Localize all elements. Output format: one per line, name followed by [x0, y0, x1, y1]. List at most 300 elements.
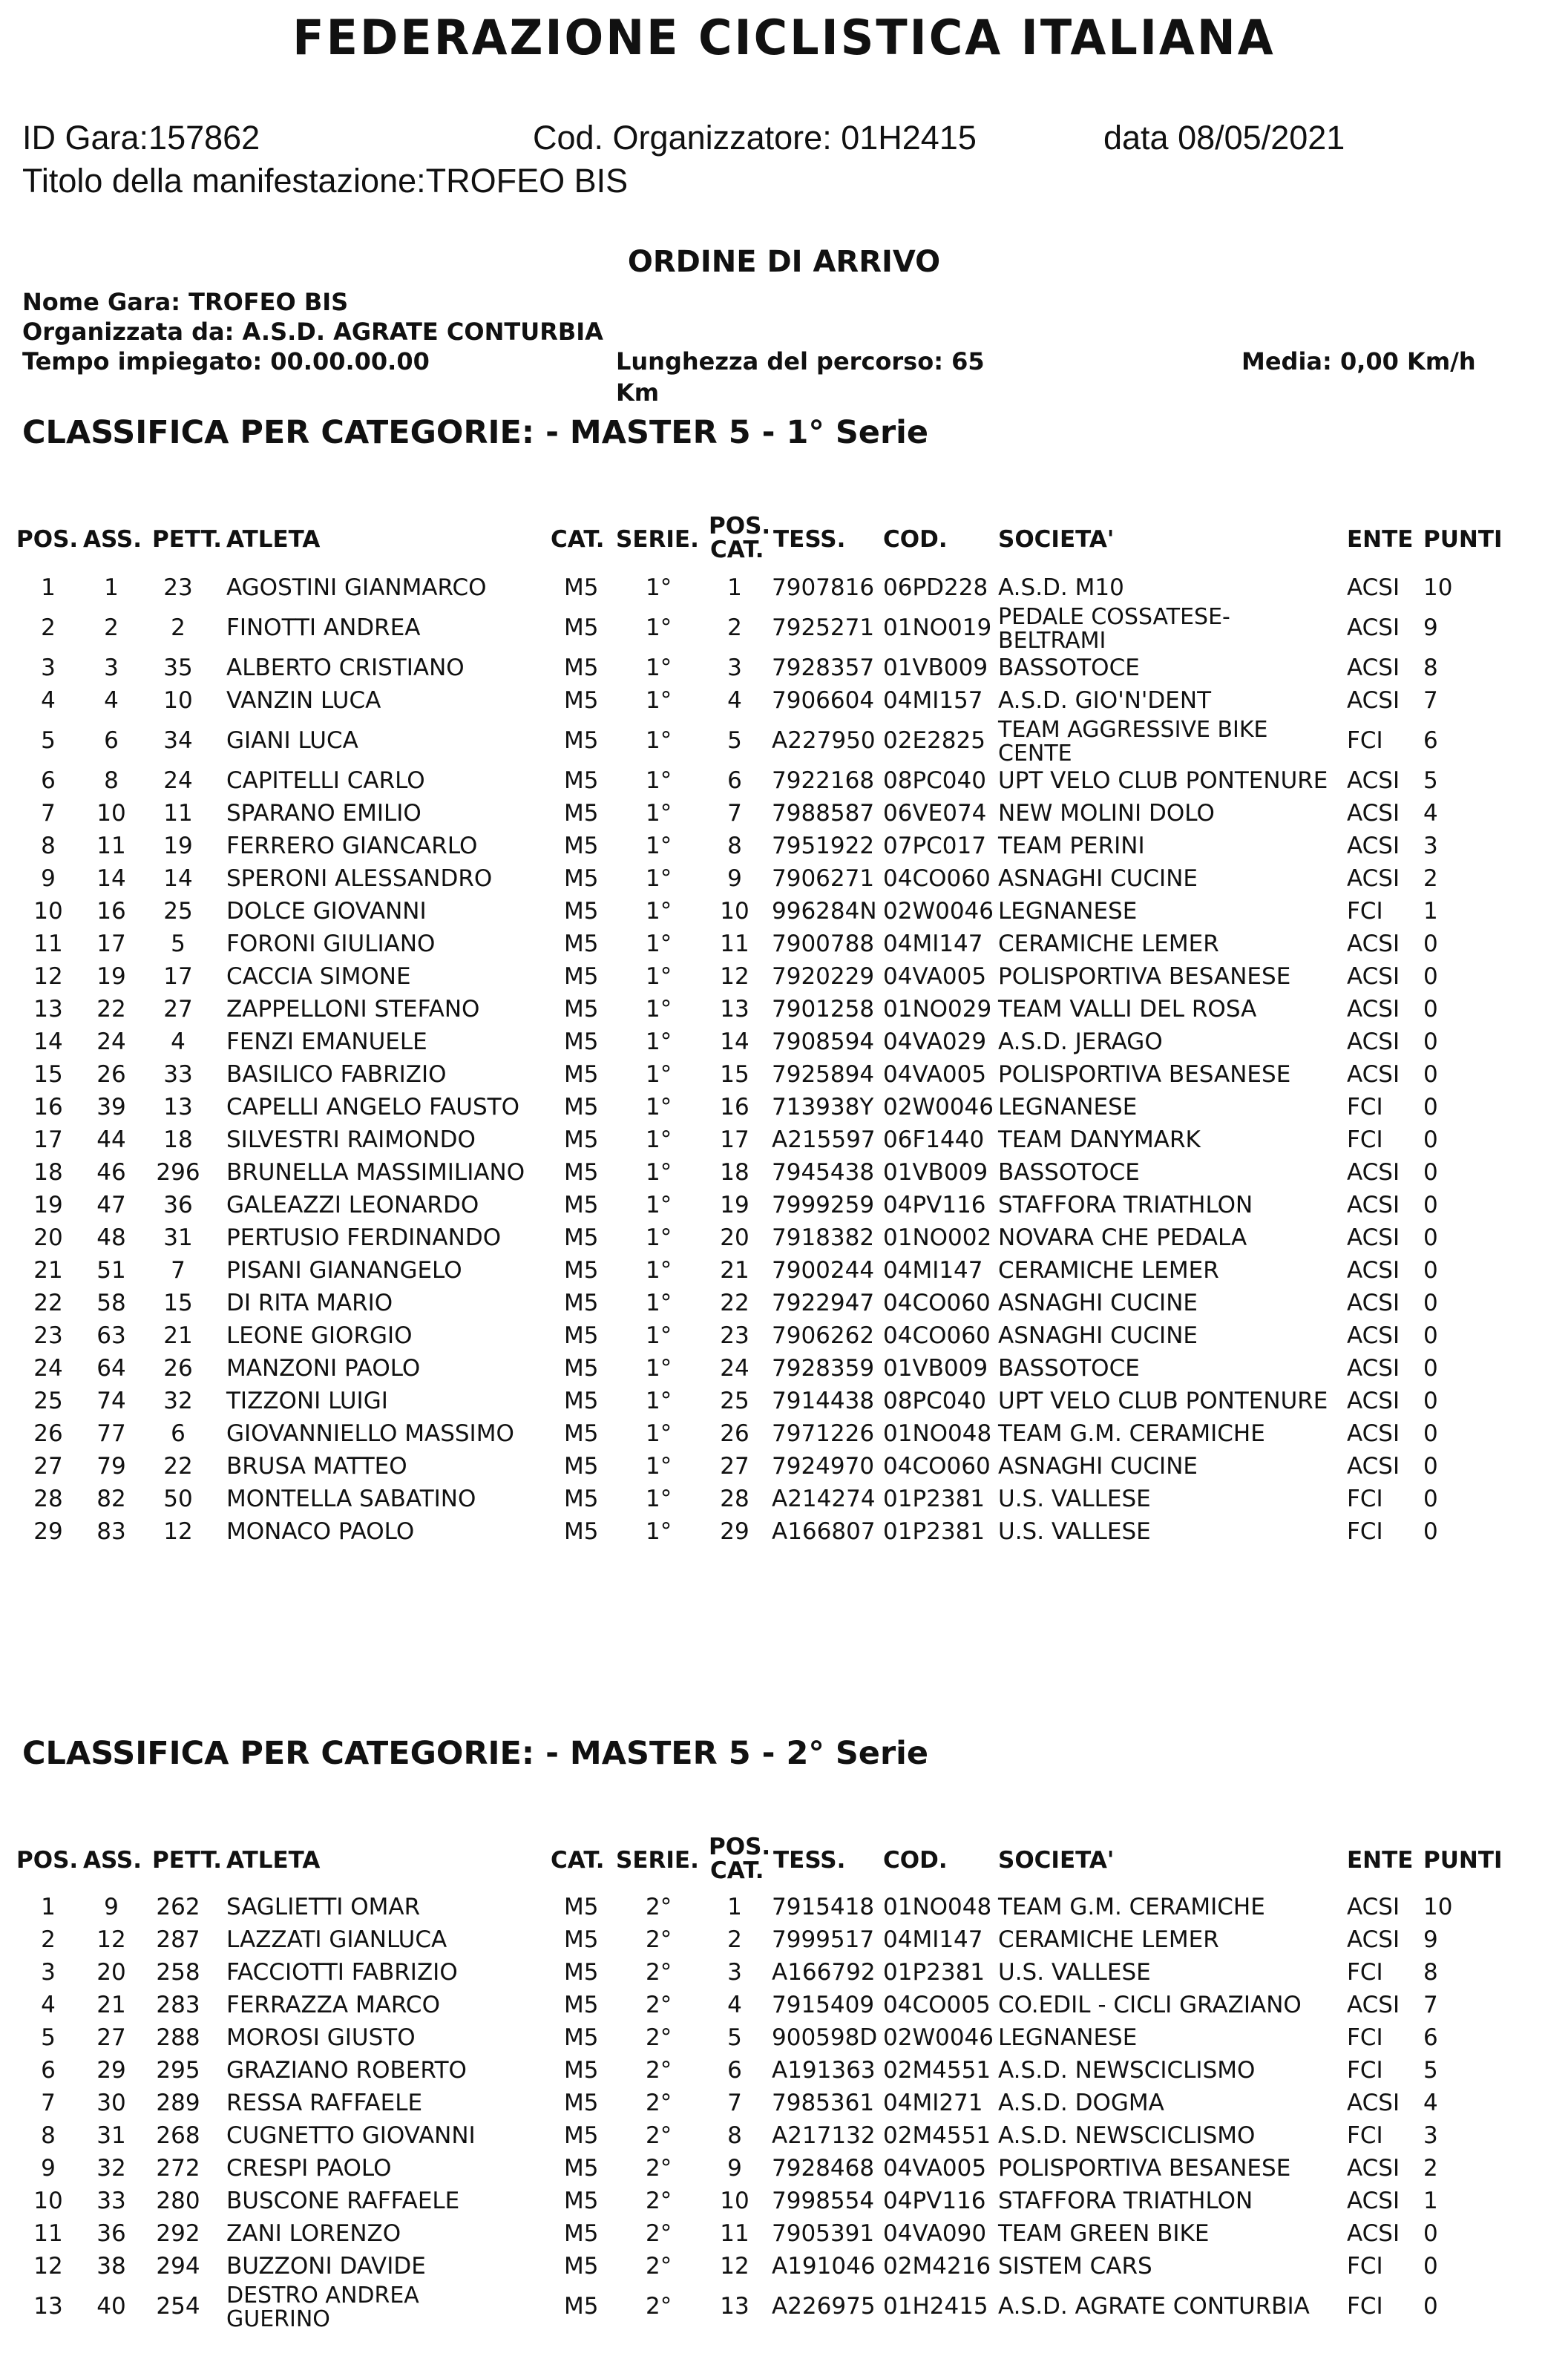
- cell-atleta: FORONI GIULIANO: [226, 931, 436, 957]
- cell-ente: FCI: [1347, 2057, 1383, 2084]
- cell-tess: 7920229: [772, 963, 875, 990]
- cell-ass: 9: [104, 1894, 119, 1920]
- cell-cat: M5: [564, 800, 599, 827]
- cell-cod: 01NO048: [883, 1420, 992, 1447]
- cell-cat: M5: [564, 1322, 599, 1349]
- cell-cat: M5: [564, 1486, 599, 1512]
- cell-ente: ACSI: [1347, 1061, 1400, 1088]
- cell-ente: ACSI: [1347, 865, 1400, 892]
- cell-pos-cat: 21: [720, 1257, 749, 1284]
- header-tess: TESS.: [773, 1847, 846, 1874]
- cell-cat: M5: [564, 2188, 599, 2214]
- cell-serie: 1°: [646, 931, 672, 957]
- cell-serie: 2°: [646, 1959, 672, 1986]
- table-row: [0, 928, 1568, 960]
- cell-cat: M5: [564, 1926, 599, 1953]
- header-societa: SOCIETA': [998, 526, 1115, 553]
- header-pos: POS.: [16, 526, 79, 553]
- cell-pos-cat: 11: [720, 931, 749, 957]
- table-row: [0, 2152, 1568, 2185]
- cell-tess: 7906262: [772, 1322, 875, 1349]
- cell-societa: NOVARA CHE PEDALA: [998, 1224, 1247, 1251]
- cell-ente: ACSI: [1347, 767, 1400, 794]
- cell-societa: A.S.D. M10: [998, 574, 1124, 601]
- cell-ente: FCI: [1347, 1094, 1383, 1120]
- cell-cat: M5: [564, 1894, 599, 1920]
- cell-pos: 3: [41, 654, 56, 681]
- cell-punti: 0: [1423, 1453, 1438, 1480]
- cell-pos: 19: [33, 1192, 63, 1218]
- cell-societa: TEAM VALLI DEL ROSA: [998, 996, 1257, 1023]
- cell-atleta: AGOSTINI GIANMARCO: [226, 574, 487, 601]
- cell-societa: A.S.D. DOGMA: [998, 2090, 1164, 2116]
- cell-societa: POLISPORTIVA BESANESE: [998, 963, 1291, 990]
- cell-atleta: FERRERO GIANCARLO: [226, 833, 478, 859]
- cell-pos-cat: 6: [727, 767, 742, 794]
- header-pos-cat-2: CAT.: [710, 537, 764, 563]
- cell-pos: 18: [33, 1159, 63, 1186]
- cell-cat: M5: [564, 1992, 599, 2018]
- cell-pett: 24: [163, 767, 193, 794]
- cell-pett: 12: [163, 1518, 193, 1545]
- cell-ente: FCI: [1347, 2024, 1383, 2051]
- table-row: [0, 1450, 1568, 1483]
- cell-societa: BASSOTOCE: [998, 654, 1140, 681]
- cell-pos: 11: [33, 2220, 63, 2247]
- cell-cat: M5: [564, 2024, 599, 2051]
- cell-punti: 0: [1423, 1355, 1438, 1382]
- cell-tess: 7924970: [772, 1453, 875, 1480]
- route-length: Lunghezza del percorso: 65: [616, 347, 985, 375]
- cell-pos-cat: 19: [720, 1192, 749, 1218]
- cell-cat: M5: [564, 2090, 599, 2116]
- cell-atleta: CUGNETTO GIOVANNI: [226, 2122, 476, 2149]
- cell-atleta: BRUNELLA MASSIMILIANO: [226, 1159, 525, 1186]
- cell-atleta: MONACO PAOLO: [226, 1518, 415, 1545]
- cell-atleta: GIANI LUCA: [226, 727, 358, 754]
- cell-atleta: DESTRO ANDREA: [226, 2283, 419, 2309]
- cell-cat: M5: [564, 574, 599, 601]
- header-societa: SOCIETA': [998, 1847, 1115, 1874]
- cell-tess: 7901258: [772, 996, 875, 1023]
- race-id: ID Gara:157862: [22, 119, 260, 157]
- route-length-unit: Km: [616, 378, 660, 407]
- cell-punti: 0: [1423, 1257, 1438, 1284]
- cell-cat: M5: [564, 1126, 599, 1153]
- cell-pos: 7: [41, 2090, 56, 2116]
- cell-atleta: FENZI EMANUELE: [226, 1028, 427, 1055]
- cell-tess: A227950: [772, 727, 876, 754]
- cell-ass: 39: [96, 1094, 126, 1120]
- cell-tess: 7918382: [772, 1224, 875, 1251]
- cell-pos-cat: 13: [720, 2293, 749, 2320]
- cell-cat: M5: [564, 931, 599, 957]
- cell-tess: 7925271: [772, 614, 875, 641]
- organizer-code: Cod. Organizzatore: 01H2415: [533, 119, 977, 157]
- cell-pos-cat: 7: [727, 2090, 742, 2116]
- cell-societa: U.S. VALLESE: [998, 1486, 1151, 1512]
- cell-ass: 31: [96, 2122, 126, 2149]
- cell-pos-cat: 2: [727, 1926, 742, 1953]
- cell-atleta: PERTUSIO FERDINANDO: [226, 1224, 502, 1251]
- cell-pos: 8: [41, 833, 56, 859]
- cell-pett: 288: [156, 2024, 200, 2051]
- cell-ass: 22: [96, 996, 126, 1023]
- cell-ente: ACSI: [1347, 2220, 1400, 2247]
- cell-atleta: RESSA RAFFAELE: [226, 2090, 423, 2116]
- cell-cod: 02M4551: [883, 2057, 991, 2084]
- cell-ass: 82: [96, 1486, 126, 1512]
- header-ass: ASS.: [83, 1847, 142, 1874]
- cell-ass: 12: [96, 1926, 126, 1953]
- cell-societa: A.S.D. AGRATE CONTURBIA: [998, 2293, 1310, 2320]
- cell-atleta: SAGLIETTI OMAR: [226, 1894, 421, 1920]
- table-row: [0, 797, 1568, 830]
- table-row: [0, 652, 1568, 684]
- cell-serie: 2°: [646, 1894, 672, 1920]
- cell-ente: ACSI: [1347, 1257, 1400, 1284]
- header-pett: PETT.: [152, 526, 222, 553]
- cell-serie: 1°: [646, 654, 672, 681]
- cell-pos-cat: 8: [727, 833, 742, 859]
- cell-tess: 7928359: [772, 1355, 875, 1382]
- cell-ass: 8: [104, 767, 119, 794]
- table-row: [0, 1352, 1568, 1385]
- cell-atleta: DOLCE GIOVANNI: [226, 898, 427, 925]
- cell-cat: M5: [564, 2057, 599, 2084]
- cell-pett: 268: [156, 2122, 200, 2149]
- cell-pett: 280: [156, 2188, 200, 2214]
- cell-punti: 4: [1423, 2090, 1438, 2116]
- cell-atleta: SPERONI ALESSANDRO: [226, 865, 493, 892]
- cell-ente: FCI: [1347, 1518, 1383, 1545]
- cell-serie: 1°: [646, 1388, 672, 1414]
- cell-pett: 287: [156, 1926, 200, 1953]
- cell-serie: 1°: [646, 727, 672, 754]
- cell-serie: 1°: [646, 1224, 672, 1251]
- cell-ente: FCI: [1347, 1486, 1383, 1512]
- cell-punti: 0: [1423, 1420, 1438, 1447]
- cell-ente: FCI: [1347, 1126, 1383, 1153]
- cell-punti: 2: [1423, 865, 1438, 892]
- cell-societa: ASNAGHI CUCINE: [998, 1290, 1198, 1316]
- cell-societa: TEAM G.M. CERAMICHE: [998, 1420, 1265, 1447]
- cell-cat: M5: [564, 1192, 599, 1218]
- cell-pos-cat: 13: [720, 996, 749, 1023]
- cell-cat: M5: [564, 1355, 599, 1382]
- header-pos: POS.: [16, 1847, 79, 1874]
- cell-pos: 28: [33, 1486, 63, 1512]
- cell-pett: 34: [163, 727, 193, 754]
- cell-societa: TEAM DANYMARK: [998, 1126, 1201, 1153]
- cell-societa: A.S.D. JERAGO: [998, 1028, 1163, 1055]
- cell-cod: 01P2381: [883, 1959, 985, 1986]
- cell-ass: 24: [96, 1028, 126, 1055]
- cell-tess: 7900788: [772, 931, 875, 957]
- cell-serie: 1°: [646, 1028, 672, 1055]
- cell-pos-cat: 12: [720, 2253, 749, 2280]
- cell-serie: 1°: [646, 1126, 672, 1153]
- cell-atleta: CAPITELLI CARLO: [226, 767, 425, 794]
- cell-societa: A.S.D. GIO'N'DENT: [998, 687, 1212, 714]
- cell-serie: 1°: [646, 614, 672, 641]
- cell-societa: STAFFORA TRIATHLON: [998, 2188, 1253, 2214]
- cell-ente: ACSI: [1347, 2155, 1400, 2182]
- cell-ass: 29: [96, 2057, 126, 2084]
- cell-ente: ACSI: [1347, 654, 1400, 681]
- cell-serie: 1°: [646, 1061, 672, 1088]
- cell-pos: 24: [33, 1355, 63, 1382]
- cell-tess: A191046: [772, 2253, 876, 2280]
- cell-pett: 7: [171, 1257, 186, 1284]
- cell-punti: 4: [1423, 800, 1438, 827]
- cell-cod: 04CO060: [883, 1322, 991, 1349]
- cell-atleta: ZANI LORENZO: [226, 2220, 401, 2247]
- cell-societa: U.S. VALLESE: [998, 1959, 1151, 1986]
- cell-cat: M5: [564, 996, 599, 1023]
- header-tess: TESS.: [773, 526, 846, 553]
- cell-ass: 6: [104, 727, 119, 754]
- header-pos-cat-2: CAT.: [710, 1857, 764, 1884]
- cell-tess: 713938Y: [772, 1094, 874, 1120]
- cell-cod: 04CO060: [883, 1290, 991, 1316]
- cell-pett: 22: [163, 1453, 193, 1480]
- cell-ass: 2: [104, 614, 119, 641]
- section-title-serie-1: CLASSIFICA PER CATEGORIE: - MASTER 5 - 1° Serie: [22, 414, 929, 451]
- cell-tess: A215597: [772, 1126, 876, 1153]
- cell-tess: 7915409: [772, 1992, 875, 2018]
- cell-pett: 14: [163, 865, 193, 892]
- cell-ente: ACSI: [1347, 800, 1400, 827]
- cell-ente: ACSI: [1347, 1290, 1400, 1316]
- section-title-serie-2: CLASSIFICA PER CATEGORIE: - MASTER 5 - 2° Serie: [22, 1735, 929, 1772]
- cell-societa: A.S.D. NEWSCICLISMO: [998, 2057, 1256, 2084]
- cell-tess: 7905391: [772, 2220, 875, 2247]
- cell-ente: FCI: [1347, 898, 1383, 925]
- cell-societa: POLISPORTIVA BESANESE: [998, 1061, 1291, 1088]
- table-row: [0, 2054, 1568, 2087]
- cell-punti: 7: [1423, 1992, 1438, 2018]
- cell-pos-cat: 22: [720, 1290, 749, 1316]
- cell-atleta: FACCIOTTI FABRIZIO: [226, 1959, 458, 1986]
- cell-cat: M5: [564, 1257, 599, 1284]
- cell-serie: 2°: [646, 2253, 672, 2280]
- cell-cod: 04CO005: [883, 1992, 991, 2018]
- cell-ass: 27: [96, 2024, 126, 2051]
- cell-cat: M5: [564, 2293, 599, 2320]
- cell-pos: 15: [33, 1061, 63, 1088]
- cell-societa: UPT VELO CLUB PONTENURE: [998, 767, 1328, 794]
- cell-punti: 0: [1423, 1094, 1438, 1120]
- cell-serie: 2°: [646, 2155, 672, 2182]
- cell-pett: 21: [163, 1322, 193, 1349]
- cell-cod: 04MI147: [883, 931, 983, 957]
- cell-punti: 0: [1423, 1518, 1438, 1545]
- cell-ente: ACSI: [1347, 1420, 1400, 1447]
- cell-ass: 19: [96, 963, 126, 990]
- cell-ass: 1: [104, 574, 119, 601]
- cell-punti: 5: [1423, 767, 1438, 794]
- cell-cod: 01P2381: [883, 1486, 985, 1512]
- cell-pos-cat: 3: [727, 654, 742, 681]
- cell-societa: CERAMICHE LEMER: [998, 1257, 1219, 1284]
- cell-punti: 6: [1423, 727, 1438, 754]
- cell-cod: 06VE074: [883, 800, 987, 827]
- cell-pett: 36: [163, 1192, 193, 1218]
- cell-ass: 38: [96, 2253, 126, 2280]
- cell-ass: 16: [96, 898, 126, 925]
- cell-punti: 0: [1423, 2220, 1438, 2247]
- cell-cod: 01NO029: [883, 996, 992, 1023]
- cell-pos-cat: 2: [727, 614, 742, 641]
- cell-pos-cat: 6: [727, 2057, 742, 2084]
- cell-ass: 17: [96, 931, 126, 957]
- table-row: [0, 2119, 1568, 2152]
- cell-ente: ACSI: [1347, 996, 1400, 1023]
- cell-pos-cat: 9: [727, 865, 742, 892]
- cell-pett: 5: [171, 931, 186, 957]
- cell-pos-cat: 24: [720, 1355, 749, 1382]
- cell-ass: 46: [96, 1159, 126, 1186]
- cell-societa: UPT VELO CLUB PONTENURE: [998, 1388, 1328, 1414]
- cell-atleta: ALBERTO CRISTIANO: [226, 654, 465, 681]
- cell-tess: 7914438: [772, 1388, 875, 1414]
- table-row: [0, 993, 1568, 1026]
- table-row: [0, 1923, 1568, 1956]
- cell-tess: 7951922: [772, 833, 875, 859]
- cell-cat: M5: [564, 2122, 599, 2149]
- header-atleta: ATLETA: [226, 526, 321, 553]
- cell-ass: 30: [96, 2090, 126, 2116]
- cell-punti: 7: [1423, 687, 1438, 714]
- header-cod: COD.: [883, 1847, 948, 1874]
- cell-pos-cat: 12: [720, 963, 749, 990]
- cell-atleta-line2: GUERINO: [226, 2306, 330, 2332]
- cell-pett: 10: [163, 687, 193, 714]
- cell-cod: 04VA090: [883, 2220, 987, 2247]
- cell-pett: 258: [156, 1959, 200, 1986]
- cell-serie: 1°: [646, 996, 672, 1023]
- cell-pos-cat: 15: [720, 1061, 749, 1088]
- cell-atleta: MANZONI PAOLO: [226, 1355, 421, 1382]
- cell-pett: 6: [171, 1420, 186, 1447]
- cell-tess: 7900244: [772, 1257, 875, 1284]
- cell-atleta: FINOTTI ANDREA: [226, 614, 421, 641]
- cell-serie: 2°: [646, 2057, 672, 2084]
- header-pett: PETT.: [152, 1847, 222, 1874]
- cell-ente: FCI: [1347, 727, 1383, 754]
- cell-pett: 18: [163, 1126, 193, 1153]
- cell-pos-cat: 10: [720, 2188, 749, 2214]
- cell-serie: 1°: [646, 687, 672, 714]
- cell-serie: 1°: [646, 1322, 672, 1349]
- cell-pos-cat: 11: [720, 2220, 749, 2247]
- header-cat: CAT.: [551, 1847, 605, 1874]
- cell-punti: 1: [1423, 2188, 1438, 2214]
- cell-serie: 1°: [646, 574, 672, 601]
- cell-societa-line2: CENTE: [998, 741, 1072, 767]
- cell-ass: 74: [96, 1388, 126, 1414]
- race-name: Nome Gara: TROFEO BIS: [22, 288, 349, 316]
- table-row: [0, 1385, 1568, 1417]
- cell-tess: 7999259: [772, 1192, 875, 1218]
- cell-cod: 04MI271: [883, 2090, 983, 2116]
- cell-cod: 04CO060: [883, 865, 991, 892]
- cell-pos: 7: [41, 800, 56, 827]
- cell-pett: 17: [163, 963, 193, 990]
- table-row: [0, 1026, 1568, 1058]
- cell-cod: 07PC017: [883, 833, 986, 859]
- cell-cod: 04VA005: [883, 963, 987, 990]
- table-row: [0, 1287, 1568, 1319]
- cell-punti: 1: [1423, 898, 1438, 925]
- cell-pos: 20: [33, 1224, 63, 1251]
- cell-cat: M5: [564, 687, 599, 714]
- cell-cod: 04VA005: [883, 2155, 987, 2182]
- cell-punti: 9: [1423, 614, 1438, 641]
- cell-pos: 9: [41, 2155, 56, 2182]
- cell-tess: A214274: [772, 1486, 876, 1512]
- cell-punti: 0: [1423, 1388, 1438, 1414]
- cell-serie: 1°: [646, 1518, 672, 1545]
- table-header: [0, 513, 1568, 563]
- cell-cat: M5: [564, 1453, 599, 1480]
- table-row: [0, 2250, 1568, 2283]
- cell-cod: 04PV116: [883, 1192, 986, 1218]
- cell-cod: 08PC040: [883, 767, 986, 794]
- cell-punti: 0: [1423, 2293, 1438, 2320]
- cell-cod: 08PC040: [883, 1388, 986, 1414]
- cell-tess: 7928357: [772, 654, 875, 681]
- cell-pos: 5: [41, 727, 56, 754]
- cell-pos-cat: 26: [720, 1420, 749, 1447]
- cell-punti: 10: [1423, 1894, 1453, 1920]
- table-row: [0, 1123, 1568, 1156]
- cell-cod: 02W0046: [883, 1094, 994, 1120]
- cell-pos: 21: [33, 1257, 63, 1284]
- cell-pos: 13: [33, 996, 63, 1023]
- cell-pett: 13: [163, 1094, 193, 1120]
- cell-pett: 272: [156, 2155, 200, 2182]
- cell-pett: 27: [163, 996, 193, 1023]
- cell-atleta: CAPELLI ANGELO FAUSTO: [226, 1094, 519, 1120]
- time-taken: Tempo impiegato: 00.00.00.00: [22, 347, 430, 375]
- cell-punti: 0: [1423, 2253, 1438, 2280]
- cell-pos-cat: 10: [720, 898, 749, 925]
- cell-ente: ACSI: [1347, 2188, 1400, 2214]
- cell-pos-cat: 27: [720, 1453, 749, 1480]
- cell-pett: 296: [156, 1159, 200, 1186]
- table-row: [0, 717, 1568, 767]
- cell-ente: ACSI: [1347, 614, 1400, 641]
- cell-serie: 2°: [646, 2090, 672, 2116]
- cell-ass: 63: [96, 1322, 126, 1349]
- cell-societa: LEGNANESE: [998, 2024, 1138, 2051]
- cell-ente: ACSI: [1347, 963, 1400, 990]
- cell-societa: BASSOTOCE: [998, 1159, 1140, 1186]
- cell-pos-cat: 5: [727, 727, 742, 754]
- cell-pos-cat: 4: [727, 1992, 742, 2018]
- cell-cat: M5: [564, 1159, 599, 1186]
- cell-cat: M5: [564, 2253, 599, 2280]
- cell-ente: ACSI: [1347, 687, 1400, 714]
- cell-cod: 01VB009: [883, 654, 988, 681]
- table-row: [0, 1091, 1568, 1123]
- cell-serie: 1°: [646, 963, 672, 990]
- table-row: [0, 1189, 1568, 1221]
- federation-title: FEDERAZIONE CICLISTICA ITALIANA: [292, 9, 1276, 66]
- cell-pos-cat: 8: [727, 2122, 742, 2149]
